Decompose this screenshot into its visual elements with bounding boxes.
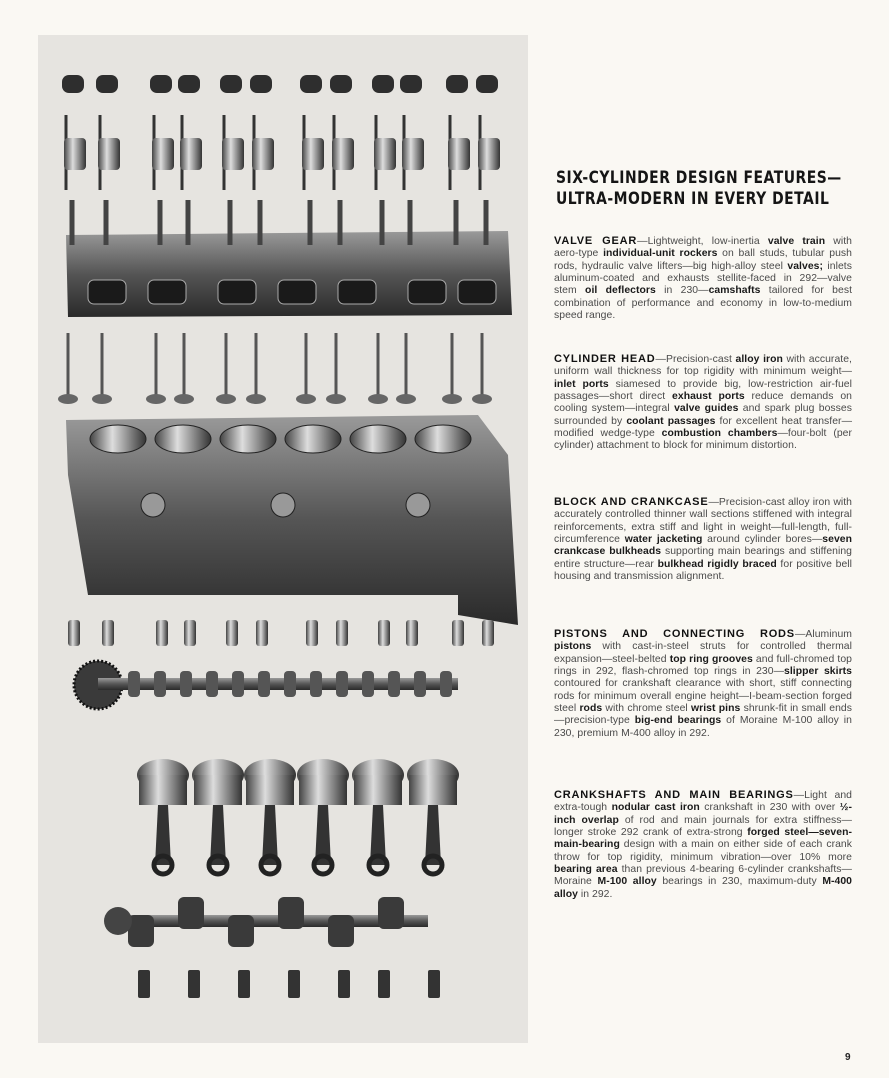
cam-lobe [180,671,192,697]
emphasized-text: seven crankcase bulkheads [554,534,853,558]
valve-spring [402,138,424,170]
rocker-arm [150,75,172,93]
emphasized-text: ½-inch overlap [554,802,852,826]
title-line-1: SIX-CYLINDER DESIGN FEATURES— [556,168,842,188]
valve-head [296,394,316,404]
crank-throw [378,897,404,929]
body-text: —Light and extra-tough [554,790,852,814]
engine-parts-exploded-photo [38,35,528,1043]
rocker-arm [250,75,272,93]
valve-spring [180,138,202,170]
valve-spring [332,138,354,170]
section-crankshafts-and-main-bearings [554,789,852,901]
piston-skirt [354,775,402,805]
emphasized-text: rods [579,703,603,715]
crank-throw [178,897,204,929]
body-text: reduce demands on cooling system—integral [554,391,852,415]
exhaust-port [408,280,446,304]
cylinder-bore [350,425,406,453]
section-valve-gear [554,235,852,322]
emphasized-text: forged steel—seven-main-bearing [554,827,852,851]
emphasized-text: oil deflectors [585,285,656,297]
main-bearing-cap [188,970,200,998]
rocker-arm [372,75,394,93]
section-cylinder-head [554,353,852,453]
body-text: with chrome steel [602,703,692,715]
valve-lifter [406,620,418,646]
emphasized-text: valves; [787,260,823,272]
core-plug [271,493,295,517]
body-text: inlets aluminum-coated and exhausts stellite-faced in 292—valve stem [554,260,852,297]
body-text: than previous 4-bearing 6-cylinder crankshafts—Moraine [554,864,852,888]
emphasized-text: valve train [767,236,826,247]
body-text: shrunk-fit in small ends—precision-type [554,703,852,727]
cam-lobe [336,671,348,697]
cylinder-bore [90,425,146,453]
body-text: —Precision-cast [655,354,736,365]
emphasized-text: valve guides [674,403,739,415]
crank-throw [228,915,254,947]
body-text: in 292. [577,888,613,900]
valve-spring [478,138,500,170]
rocker-arm [220,75,242,93]
cylinder-bore [285,425,341,453]
valve-lifter [184,620,196,646]
emphasized-text: individual-unit rockers [603,248,718,260]
crank-gear [104,907,132,935]
cam-lobe [414,671,426,697]
cylinder-bore [220,425,276,453]
crank-throw [278,897,304,929]
valve-head [216,394,236,404]
main-bearing-cap [428,970,440,998]
body-text: bearings in 230, maximum-duty [656,876,823,888]
main-bearing-cap [238,970,250,998]
body-text: in 230— [655,285,709,297]
cam-lobe [284,671,296,697]
rocker-arm [178,75,200,93]
camshaft [98,678,458,690]
section-block-and-crankcase [554,496,852,583]
valve-lifter [156,620,168,646]
body-text: siamesed to provide big, low-restriction air-fuel passages—short direct [554,378,852,403]
emphasized-text: inlet ports [554,378,609,390]
valve-head [442,394,462,404]
valve-spring [374,138,396,170]
valve-head [146,394,166,404]
page-number: 9 [845,1052,851,1063]
rocker-arm [330,75,352,93]
body-text: for excellent heat transfer—modified wedge-type [554,415,853,440]
cam-lobe [362,671,374,697]
emphasized-text: big-end bearings [634,715,722,727]
body-text: with cast-in-steel struts for controlled thermal expansion—steel-belted [554,641,852,665]
section-pistons-and-connecting-rods [554,628,852,740]
exhaust-port [148,280,186,304]
emphasized-text: combustion chambers [661,428,778,440]
valve-spring [64,138,86,170]
cam-lobe [440,671,452,697]
valve-spring [302,138,324,170]
emphasized-text: bearing area [554,864,618,876]
valve-lifter [452,620,464,646]
valve-lifter [102,620,114,646]
emphasized-text: water jacketing [624,534,703,546]
exhaust-port [338,280,376,304]
emphasized-text: M-400 alloy [554,876,853,900]
body-text: for positive bell housing and transmission alignment. [554,558,852,583]
emphasized-text: camshafts [708,285,761,297]
section-heading: PISTONS AND CONNECTING RODS [554,628,795,640]
body-text: tailored for best combination of performance and economy in low-to-medium speed range. [554,285,853,322]
body-text: contoured for crankshaft clearance with short, stiff connecting rods for minimum overall engine height—I-beam-section forged steel [554,678,852,715]
valve-head [246,394,266,404]
emphasized-text: alloy iron [735,354,783,365]
rocker-arm [62,75,84,93]
emphasized-text: top ring grooves [669,653,753,665]
body-text: and full-chromed top rings in 292, flash-chromed top rings in 230— [554,653,852,678]
cam-lobe [206,671,218,697]
valve-lifter [306,620,318,646]
exhaust-port [278,280,316,304]
exhaust-port [88,280,126,304]
title-line-2: ULTRA-MODERN IN EVERY DETAIL [556,189,830,209]
rocker-arm [96,75,118,93]
body-text: supporting main bearings and stiffening entire structure—rear [554,546,852,570]
core-plug [141,493,165,517]
valve-head [368,394,388,404]
valve-lifter [482,620,494,646]
body-text: —Precision-cast alloy iron with accurately controlled thinner wall sections stiffened with integral reinforcements, extra stiff and light in weight—full-length, full-circumference [554,497,853,546]
piston-skirt [194,775,242,805]
body-text: with accurate, uniform wall thickness for top rigidity with minimum weight— [554,354,852,378]
cam-lobe [388,671,400,697]
valve-lifter [336,620,348,646]
cam-lobe [232,671,244,697]
exhaust-port [458,280,496,304]
crank-throw [328,915,354,947]
valve-spring [98,138,120,170]
body-text: of Moraine M-100 alloy in 230, premium M-400 alloy in 292. [554,715,852,739]
body-text: on ball studs, tubular push rods, hydraulic valve lifters—big high-alloy steel [554,248,852,272]
valve-head [58,394,78,404]
emphasized-text: M-100 alloy [597,876,657,888]
valve-head [174,394,194,404]
body-text: —four-bolt (per cylinder) attachment to block for minimum distortion. [554,428,853,452]
body-text: —Aluminum [794,629,852,640]
rocker-arm [400,75,422,93]
valve-spring [252,138,274,170]
body-text: —Lightweight, low-inertia [637,236,768,247]
valve-spring [222,138,244,170]
valve-head [326,394,346,404]
emphasized-text: bulkhead rigidly braced [657,558,777,570]
rocker-arm [446,75,468,93]
piston-skirt [409,775,457,805]
cylinder-bore [415,425,471,453]
section-heading: CYLINDER HEAD [554,353,656,365]
section-heading: BLOCK AND CRANKCASE [554,496,709,508]
core-plug [406,493,430,517]
main-bearing-cap [138,970,150,998]
valve-head [472,394,492,404]
cam-lobe [258,671,270,697]
section-heading: CRANKSHAFTS AND MAIN BEARINGS [554,789,794,801]
valve-head [92,394,112,404]
valve-spring [152,138,174,170]
cam-lobe [310,671,322,697]
body-text: with aero-type [554,236,852,260]
exhaust-port [218,280,256,304]
rocker-arm [300,75,322,93]
body-text: around cylinder bores— [702,534,823,546]
valve-lifter [256,620,268,646]
piston-skirt [139,775,187,805]
cam-lobe [128,671,140,697]
piston-skirt [246,775,294,805]
emphasized-text: wrist pins [691,703,741,715]
emphasized-text: slipper skirts [784,666,853,678]
main-bearing-cap [338,970,350,998]
valve-lifter [378,620,390,646]
main-bearing-cap [288,970,300,998]
valve-lifter [68,620,80,646]
emphasized-text: pistons [554,641,592,653]
rocker-arm [476,75,498,93]
cam-lobe [154,671,166,697]
main-bearing-cap [378,970,390,998]
cylinder-bore [155,425,211,453]
emphasized-text: coolant passages [626,415,716,427]
valve-spring [448,138,470,170]
emphasized-text: exhaust ports [672,391,745,403]
body-text: crankshaft in 230 with over [699,802,840,814]
valve-lifter [226,620,238,646]
piston-skirt [299,775,347,805]
body-text: of rod and main journals for extra stiffness—longer stroke 292 crank of extra-strong [554,814,852,839]
page-title [556,168,842,210]
body-text: design with a main on either side of each crank throw for top rigidity, minimum vibration—over 10% more [554,839,852,863]
valve-head [396,394,416,404]
emphasized-text: nodular cast iron [611,802,700,814]
body-text: and spark plug bosses surrounded by [554,403,852,427]
section-heading: VALVE GEAR [554,235,638,247]
